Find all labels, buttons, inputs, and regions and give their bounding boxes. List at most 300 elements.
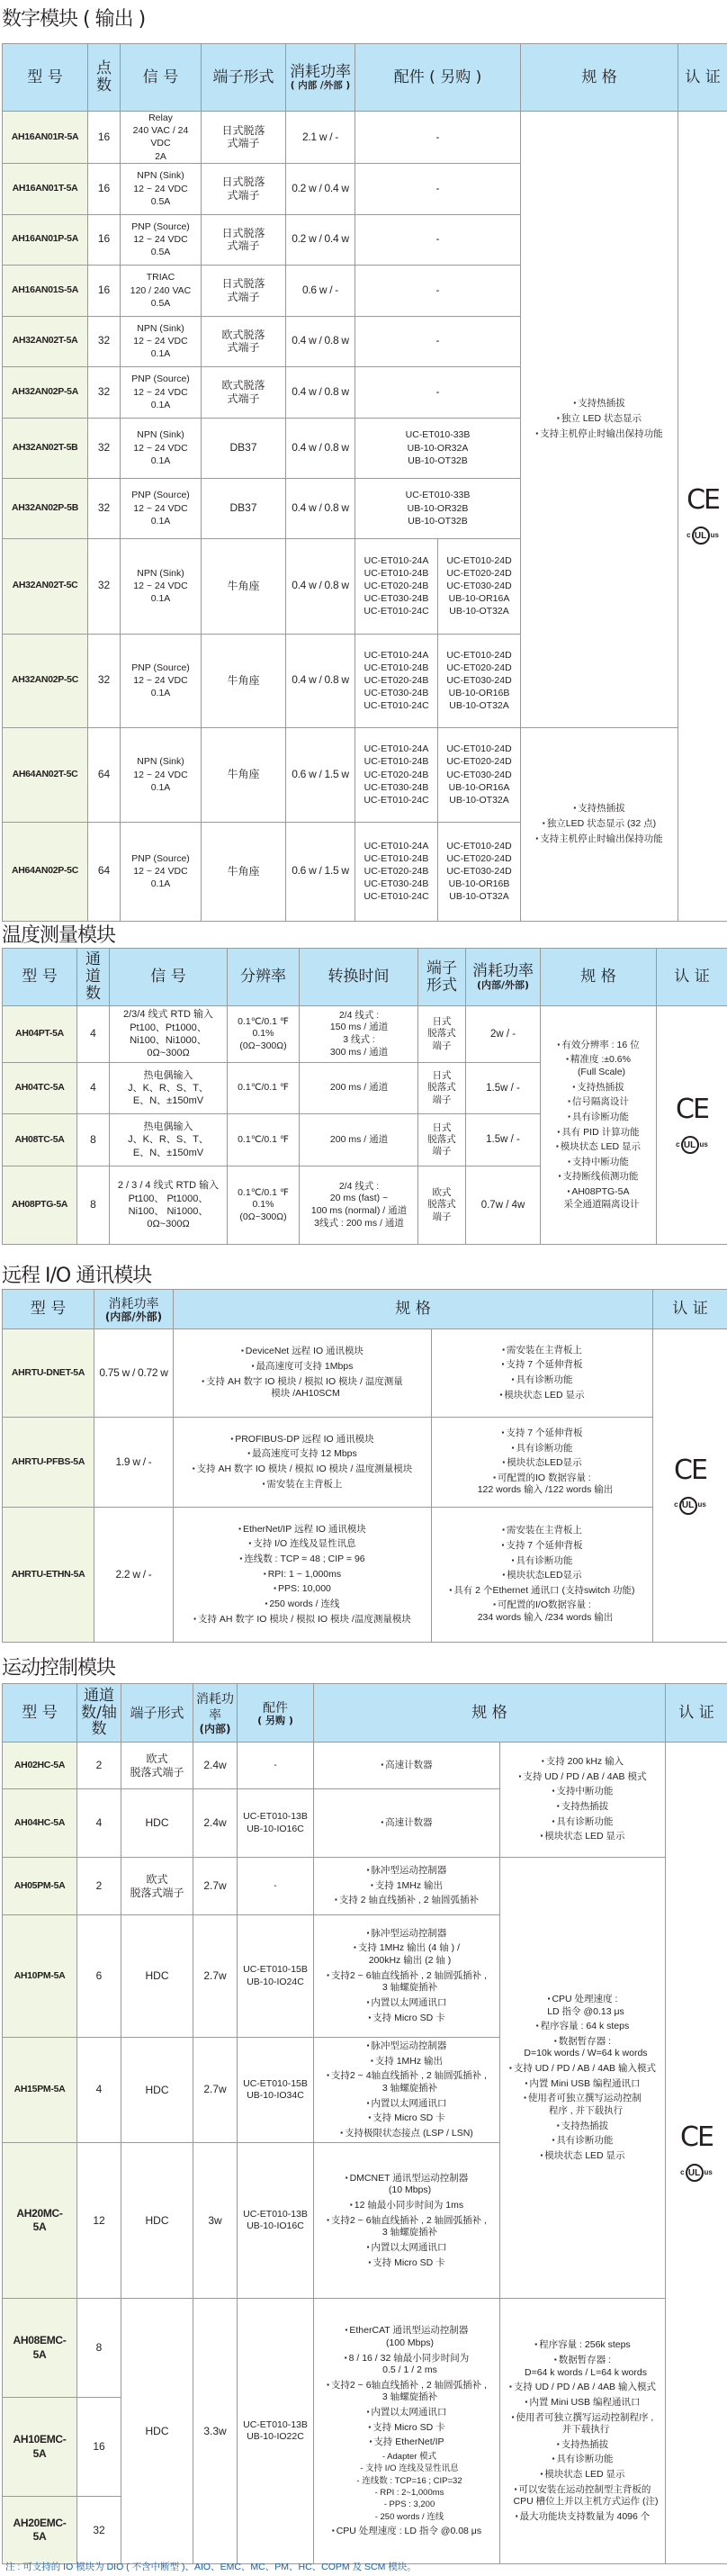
accessory-cell: UC-ET010-24A UC-ET010-24B UC-ET020-24B UC-ET030-24B UC-ET010-24C <box>355 634 438 727</box>
spec-item: ▪ CPU 处理速度 : LD 指令 @0.13 μs <box>502 1994 663 2018</box>
col-specs: 规 格 <box>174 1290 653 1329</box>
col-power: 消耗功率 (内部/外部) <box>94 1290 174 1329</box>
terminal-cell: 牛角座 <box>202 634 286 727</box>
table-row <box>3 1858 727 1915</box>
spec-item: ▪ 高速计数器 <box>316 1817 498 1830</box>
power-cell: 0.6 w / - <box>286 265 355 316</box>
spec-item: ▪ 支持主机停止时输出保持功能 <box>523 428 676 441</box>
accessory-cell: UC-ET010-33B UB-10-OR32A UB-10-OT32B <box>355 418 521 478</box>
motion-table <box>2 1683 727 2564</box>
spec-item: ▪ 支持2 ~ 4轴直线插补 , 2 轴圆弧插补 , 3 轴螺旋插补 <box>316 2070 498 2094</box>
spec-item: ▪ 支持中断功能 <box>543 1157 654 1169</box>
spec-item: ▪ 内置以太网通讯口 <box>316 2407 498 2419</box>
col-cert: 认 证 <box>666 1684 727 1743</box>
conversion-cell: 2/4 线式 : 20 ms (fast) ~ 100 ms (normal) / 通道 3线式 : 200 ms / 通道 <box>300 1166 418 1245</box>
model-cell: AH20MC-5A <box>3 2143 77 2299</box>
signal-line: 0.1A <box>150 781 171 793</box>
remote-io-table <box>2 1289 727 1643</box>
signal-line: 0.5A <box>150 195 171 207</box>
terminal-cell: HDC <box>121 2143 193 2299</box>
spec-item: ▪ 支持 AH 数字 IO 模块 / 模拟 IO 模块 / 温度测量模块 <box>175 1464 429 1476</box>
spec-item: ▪ 脉冲型运动控制器 <box>316 1928 498 1941</box>
cert-cell <box>657 1006 727 1245</box>
signal-line: PNP (Source) <box>131 662 190 673</box>
col-channels: 通道数/轴数 <box>77 1684 121 1743</box>
cul-us-mark-icon <box>674 1497 706 1515</box>
col-power: 消耗功率 ( 内部 /外部 ) <box>286 44 355 112</box>
specs-cell <box>541 1006 657 1245</box>
signal-line: 240 VAC / 24 VDC <box>132 125 189 149</box>
power-cell: 3w <box>193 2143 238 2299</box>
signal-line: NPN (Sink) <box>137 170 184 182</box>
power-cell: 0.2 w / 0.4 w <box>286 163 355 214</box>
spec-item: ▪ 程序容量 : 64 k steps <box>502 2021 663 2033</box>
table-row <box>3 1006 727 1063</box>
col-signal: 信 号 <box>110 949 228 1006</box>
power-cell: 1.5w / - <box>466 1114 541 1166</box>
spec-item: ▪ DMCNET 通讯型运动控制器 (10 Mbps) <box>316 2173 498 2197</box>
spec-item: ▪ 需安装在主背板上 <box>434 1525 651 1537</box>
specs-cell <box>314 2299 500 2564</box>
specs-cell <box>432 1508 653 1643</box>
terminal-cell: 日式 脱落式 端子 <box>418 1114 466 1166</box>
spec-item: ▪ RPI: 1 ~ 1,000ms <box>175 1569 429 1581</box>
spec-item: ▪ 支持热插拔 <box>523 398 676 410</box>
cul-us-mark-icon <box>676 1136 708 1154</box>
spec-item: ▪ PPS: 10,000 <box>175 1583 429 1596</box>
col-model: 型 号 <box>3 949 77 1006</box>
spec-item: ▪ 支持热插拔 <box>523 803 676 815</box>
temperature-table <box>2 948 727 1245</box>
col-cert: 认 证 <box>657 949 727 1006</box>
signal-cell <box>121 822 202 921</box>
spec-item: ▪ 支持 7 个延伸背板 <box>434 1428 651 1440</box>
conversion-cell: 2/4 线式 : 150 ms / 通道 3 线式 : 300 ms / 通道 <box>300 1006 418 1063</box>
digital-output-table <box>2 43 727 922</box>
spec-item: ▪ 可配置的I/O数据容量 : 234 words 输入 /234 words 输出 <box>434 1599 651 1624</box>
terminal-cell: HDC <box>121 1789 193 1858</box>
signal-line: 0.1A <box>150 878 171 890</box>
ul-c-text: c <box>680 2168 685 2177</box>
model-cell: AH32AN02T-5C <box>3 538 88 634</box>
power-cell: 2.2 w / - <box>94 1508 174 1643</box>
spec-item: ▪ 使用者可独立撰写运动控制程序 , 并下载执行 <box>502 2412 663 2436</box>
accessory-cell: - <box>238 1743 314 1789</box>
col-power: 消耗功率 (内部/外部) <box>466 949 541 1006</box>
model-cell: AH04HC-5A <box>3 1789 77 1858</box>
spec-item: ▪ 支持 AH 数字 IO 模块 / 模拟 IO 模块 /温度测量模块 <box>175 1614 429 1626</box>
col-specs: 规 格 <box>521 44 678 112</box>
spec-item: ▪ 支持2 ~ 6轴直线插补 , 2 轴圆弧插补 , 3 轴螺旋插补 <box>316 2380 498 2404</box>
col-channels: 通道数 <box>77 949 110 1006</box>
col-conversion: 转换时间 <box>300 949 418 1006</box>
power-cell: 2.4w <box>193 1789 238 1858</box>
power-cell: 0.7w / 4w <box>466 1166 541 1245</box>
spec-subitem: - 250 words / 连线 <box>374 2511 444 2522</box>
col-model: 型 号 <box>3 44 88 112</box>
ul-circle-icon: UL <box>686 2164 704 2182</box>
spec-item: ▪ 内置 Mini USB 编程通讯口 <box>502 2078 663 2091</box>
spec-item: ▪ 具有 PID 计算功能 <box>543 1127 654 1139</box>
power-cell: 2.4w <box>193 1743 238 1789</box>
power-cell: 0.75 w / 0.72 w <box>94 1329 174 1418</box>
points-cell: 64 <box>88 727 121 822</box>
spec-item: ▪ 可以安装在运动控制型主背板的 CPU 槽位上并以主机方式运作 (注) <box>502 2484 663 2508</box>
table-row <box>3 112 727 164</box>
channels-cell: 8 <box>77 2299 121 2398</box>
spec-item: ▪ 使用者可独立撰写运动控制 程序 , 并下载执行 <box>502 2093 663 2117</box>
power-cell: 3.3w <box>193 2299 238 2564</box>
accessory-cell: - <box>355 112 521 164</box>
spec-item: ▪ 支持中断功能 <box>502 1786 663 1798</box>
ul-us-text: us <box>710 531 719 540</box>
spec-item: ▪ 支持热插拔 <box>543 1082 654 1094</box>
accessory-cell: UC-ET010-24A UC-ET010-24B UC-ET020-24B UC-ET030-24B UC-ET010-24C <box>355 727 438 822</box>
cul-us-mark-icon <box>687 527 719 545</box>
accessory-cell: UC-ET010-24D UC-ET020-24D UC-ET030-24D UB-10-OR16B UB-10-OT32A <box>438 822 521 921</box>
spec-item: ▪ 连线数 : TCP = 48 ; CIP = 96 <box>175 1554 429 1566</box>
signal-line: 0.1A <box>150 455 171 466</box>
channels-cell: 4 <box>77 1006 110 1063</box>
terminal-cell: 日式脱落式端子 <box>202 112 286 164</box>
spec-item: ▪ 内置以太网通讯口 <box>316 2098 498 2111</box>
terminal-cell: 欧式脱落式端子 <box>202 316 286 366</box>
spec-item: ▪ 8 / 16 / 32 轴最小同步时间为 0.5 / 1 / 2 ms <box>316 2353 498 2377</box>
spec-item: ▪ 支持 7 个延伸背板 <box>434 1359 651 1372</box>
power-cell: 0.4 w / 0.8 w <box>286 478 355 538</box>
spec-item: ▪ 具有 2 个Ethernet 通讯口 (支持switch 功能) <box>434 1585 651 1598</box>
spec-item: ▪ 具有诊断功能 <box>502 1816 663 1829</box>
terminal-cell: HDC <box>121 2299 193 2564</box>
table-row <box>3 727 727 822</box>
terminal-cell: 日式 脱落式 端子 <box>418 1006 466 1063</box>
model-cell: AH20EMC-5A <box>3 2497 77 2564</box>
channels-cell: 2 <box>77 1743 121 1789</box>
accessory-cell: - <box>238 1858 314 1915</box>
resolution-cell: 0.1℃/0.1 ℉ 0.1% (0Ω~300Ω) <box>228 1166 300 1245</box>
signal-cell <box>121 538 202 634</box>
specs-cell <box>521 112 678 728</box>
power-cell: 2.7w <box>193 1858 238 1915</box>
table-row <box>3 1508 727 1643</box>
channels-cell: 12 <box>77 2143 121 2299</box>
signal-line: 120 / 240 VAC <box>130 284 192 296</box>
spec-item: ▪ 支持 200 kHz 输入 <box>502 1756 663 1769</box>
specs-cell <box>500 1743 666 1858</box>
cul-us-mark-icon <box>680 2164 713 2182</box>
resolution-cell: 0.1℃/0.1 ℉ <box>228 1114 300 1166</box>
accessory-cell: UC-ET010-15B UB-10-IO34C <box>238 2038 314 2143</box>
channels-cell: 4 <box>77 2038 121 2143</box>
model-cell: AHRTU-PFBS-5A <box>3 1418 94 1508</box>
points-cell: 32 <box>88 634 121 727</box>
power-cell: 2.1 w / - <box>286 112 355 164</box>
power-cell: 0.4 w / 0.8 w <box>286 316 355 366</box>
terminal-cell: 牛角座 <box>202 822 286 921</box>
spec-item: ▪ EtherNet/IP 远程 IO 通讯模块 <box>175 1524 429 1536</box>
ul-us-text: us <box>699 1139 708 1148</box>
signal-line: 0.5A <box>150 297 171 309</box>
spec-subitem: - Adapter 模式 <box>381 2452 437 2463</box>
spec-item: ▪ 模块状态 LED 显示 <box>502 2469 663 2481</box>
accessory-cell: - <box>355 366 521 418</box>
specs-cell <box>174 1418 432 1508</box>
power-cell: 2.7w <box>193 1915 238 2038</box>
spec-item: ▪ 支持 UD / PD / AB / 4AB 输入模式 <box>502 2382 663 2394</box>
col-model: 型 号 <box>3 1290 94 1329</box>
signal-line: 0.5A <box>150 247 171 258</box>
power-cell: 0.4 w / 0.8 w <box>286 418 355 478</box>
signal-cell: 2 / 3 / 4 线式 RTD 输入 Pt100、 Pt1000、 Ni100、 Ni1000、 0Ω~300Ω <box>110 1166 228 1245</box>
signal-line: 0.1A <box>150 399 171 410</box>
spec-item: ▪ 最高速度可支持 12 Mbps <box>175 1448 429 1461</box>
spec-item: ▪ 支持 1MHz 输出 <box>316 1880 498 1893</box>
channels-cell: 6 <box>77 1915 121 2038</box>
terminal-cell: HDC <box>121 1915 193 2038</box>
accessory-cell: UC-ET010-13B UB-10-IO22C <box>238 2299 314 2564</box>
specs-cell <box>174 1329 432 1418</box>
points-cell: 64 <box>88 822 121 921</box>
spec-item: ▪ 支持 1MHz 输出 <box>316 2056 498 2068</box>
table-row <box>3 1329 727 1418</box>
signal-line: 12 ~ 24 VDC <box>133 866 188 878</box>
ce-mark-icon: CE <box>687 484 719 517</box>
specs-cell <box>314 1743 500 1789</box>
specs-cell <box>314 2038 500 2143</box>
spec-item: ▪ 模块状态 LED 显示 <box>502 2150 663 2163</box>
signal-cell: 热电偶输入 J、K、R、S、T、 E、N、±150mV <box>110 1063 228 1114</box>
spec-item: ▪ 支持热插拔 <box>502 1801 663 1814</box>
model-cell: AH10EMC-5A <box>3 2398 77 2497</box>
signal-line: 12 ~ 24 VDC <box>133 675 188 687</box>
spec-item: ▪ 具有诊断功能 <box>543 1112 654 1124</box>
channels-cell: 4 <box>77 1063 110 1114</box>
channels-cell: 8 <box>77 1166 110 1245</box>
accessory-cell: UC-ET010-33B UB-10-OR32B UB-10-OT32B <box>355 478 521 538</box>
power-cell: 2w / - <box>466 1006 541 1063</box>
signal-line: Relay <box>148 113 173 123</box>
spec-item: ▪ 内置以太网通讯口 <box>316 2242 498 2255</box>
col-resolution: 分辨率 <box>228 949 300 1006</box>
ce-mark-icon: CE <box>680 2121 713 2154</box>
section-title-motion: 运动控制模块 <box>2 1657 116 1680</box>
terminal-cell: 日式脱落式端子 <box>202 163 286 214</box>
col-power: 消耗功率 (内部) <box>193 1684 238 1743</box>
spec-item: ▪ 支持 EtherNet/IP <box>316 2436 498 2449</box>
resolution-cell: 0.1℃/0.1 ℉ 0.1% (0Ω~300Ω) <box>228 1006 300 1063</box>
terminal-cell: 欧式脱落式端子 <box>202 366 286 418</box>
terminal-cell: 日式脱落式端子 <box>202 214 286 265</box>
model-cell: AH08EMC-5A <box>3 2299 77 2398</box>
signal-cell: 热电偶输入 J、K、R、S、T、 E、N、±150mV <box>110 1114 228 1166</box>
spec-item: ▪ 支持 AH 数字 IO 模块 / 模拟 IO 模块 / 温度测量 模块 /AH10SCM <box>175 1376 429 1401</box>
signal-cell <box>121 634 202 727</box>
spec-item: ▪ 模块状态LED显示 <box>434 1457 651 1470</box>
spec-item: ▪ 支持 UD / PD / AB / 4AB 模式 <box>502 1771 663 1784</box>
points-cell: 16 <box>88 214 121 265</box>
model-cell: AH64AN02T-5C <box>3 727 88 822</box>
model-cell: AH08TC-5A <box>3 1114 77 1166</box>
model-cell: AH10PM-5A <box>3 1915 77 2038</box>
table-row <box>3 2299 727 2398</box>
spec-item: ▪ 具有诊断功能 <box>434 1555 651 1568</box>
spec-item: ▪ 需安装在主背板上 <box>434 1345 651 1357</box>
ul-c-text: c <box>674 1500 678 1509</box>
accessory-cell: UC-ET010-24A UC-ET010-24B UC-ET020-24B UC-ET030-24B UC-ET010-24C <box>355 822 438 921</box>
model-cell: AH02HC-5A <box>3 1743 77 1789</box>
spec-item: ▪ CPU 处理速度 : LD 指令 @0.08 μs <box>316 2526 498 2538</box>
spec-item: ▪ 独立LED 状态显示 (32 点) <box>523 818 676 831</box>
signal-line: 12 ~ 24 VDC <box>133 769 188 780</box>
signal-line: NPN (Sink) <box>137 322 184 334</box>
table-row <box>3 1743 727 1789</box>
channels-cell: 32 <box>77 2497 121 2564</box>
specs-cell <box>314 1789 500 1858</box>
power-cell: 0.6 w / 1.5 w <box>286 822 355 921</box>
signal-line: 0.1A <box>150 348 171 360</box>
model-cell: AHRTU-ETHN-5A <box>3 1508 94 1643</box>
model-cell: AH32AN02P-5B <box>3 478 88 538</box>
model-cell: AH16AN01T-5A <box>3 163 88 214</box>
spec-subitem: - RPI : 2~1,000ms <box>374 2488 444 2499</box>
model-cell: AH16AN01S-5A <box>3 265 88 316</box>
accessory-cell: UC-ET010-15B UB-10-IO24C <box>238 1915 314 2038</box>
power-cell: 2.7w <box>193 2038 238 2143</box>
spec-subitem: - 支持 I/O 连线及显性讯息 <box>360 2463 459 2474</box>
col-cert: 认 证 <box>678 44 727 112</box>
terminal-cell: DB37 <box>202 478 286 538</box>
ul-c-text: c <box>676 1139 680 1148</box>
power-cell: 0.4 w / 0.8 w <box>286 538 355 634</box>
terminal-cell: DB37 <box>202 418 286 478</box>
col-accessories: 配件 ( 另购 ) <box>238 1684 314 1743</box>
points-cell: 32 <box>88 538 121 634</box>
resolution-cell: 0.1℃/0.1 ℉ <box>228 1063 300 1114</box>
accessory-cell: UC-ET010-13B UB-10-IO16C <box>238 2143 314 2299</box>
channels-cell: 16 <box>77 2398 121 2497</box>
spec-item: ▪ 脉冲型运动控制器 <box>316 1865 498 1878</box>
signal-line: PNP (Source) <box>131 852 190 864</box>
terminal-cell: 日式 脱落式 端子 <box>418 1063 466 1114</box>
model-cell: AH16AN01P-5A <box>3 214 88 265</box>
power-cell: 0.2 w / 0.4 w <box>286 214 355 265</box>
ce-mark-icon: CE <box>676 1094 708 1125</box>
specs-cell <box>174 1508 432 1643</box>
accessory-cell: UC-ET010-24D UC-ET020-24D UC-ET030-24D UB-10-OR16A UB-10-OT32A <box>438 538 521 634</box>
spec-subitem: - PPS : 3,200 <box>383 2499 435 2510</box>
signal-cell: 2/3/4 线式 RTD 输入 Pt100、Pt1000、 Ni100、Ni1000、 0Ω~300Ω <box>110 1006 228 1063</box>
signal-line: 12 ~ 24 VDC <box>133 183 188 194</box>
ul-circle-icon: UL <box>679 1497 697 1515</box>
section-title-temperature: 温度测量模块 <box>2 924 116 947</box>
ul-us-text: us <box>704 2168 713 2177</box>
accessory-cell: UC-ET010-24D UC-ET020-24D UC-ET030-24D UB-10-OR16A UB-10-OT32A <box>438 727 521 822</box>
specs-cell <box>500 2299 666 2564</box>
terminal-cell: 欧式 脱落式端子 <box>121 1858 193 1915</box>
model-cell: AH32AN02T-5B <box>3 418 88 478</box>
points-cell: 32 <box>88 316 121 366</box>
spec-item: ▪ 脉冲型运动控制器 <box>316 2040 498 2053</box>
conversion-cell: 200 ms / 通道 <box>300 1114 418 1166</box>
specs-cell <box>432 1329 653 1418</box>
col-terminal: 端子形式 <box>418 949 466 1006</box>
col-cert: 认 证 <box>653 1290 727 1329</box>
channels-cell: 8 <box>77 1114 110 1166</box>
spec-item: ▪ AH08PTG-5A 采全通道隔离设计 <box>543 1186 654 1211</box>
model-cell: AH64AN02P-5C <box>3 822 88 921</box>
spec-item: ▪ 数据暂存器 : D=64 k words / L=64 k words <box>502 2355 663 2379</box>
terminal-cell: 日式脱落式端子 <box>202 265 286 316</box>
model-cell: AH05PM-5A <box>3 1858 77 1915</box>
section-title-digital-output: 数字模块 ( 输出 ) <box>2 8 146 31</box>
points-cell: 16 <box>88 163 121 214</box>
spec-item: ▪ 具有诊断功能 <box>434 1374 651 1387</box>
signal-line: 12 ~ 24 VDC <box>133 336 188 347</box>
spec-item: ▪ 支持 2 轴直线插补 , 2 轴圆弧插补 <box>316 1895 498 1907</box>
signal-line: PNP (Source) <box>131 490 190 501</box>
col-terminal: 端子形式 <box>202 44 286 112</box>
col-specs: 规 格 <box>314 1684 666 1743</box>
accessory-cell: UC-ET010-13B UB-10-IO16C <box>238 1789 314 1858</box>
col-model: 型 号 <box>3 1684 77 1743</box>
model-cell: AHRTU-DNET-5A <box>3 1329 94 1418</box>
spec-item: ▪ EtherCAT 通讯型运动控制器 (100 Mbps) <box>316 2325 498 2349</box>
ul-c-text: c <box>687 531 691 540</box>
spec-item: ▪ 程序容量 : 256k steps <box>502 2339 663 2352</box>
signal-cell <box>121 112 202 164</box>
spec-item: ▪ 最大功能块支持数量为 4096 个 <box>502 2511 663 2524</box>
col-terminal: 端子形式 <box>121 1684 193 1743</box>
ce-mark-icon: CE <box>674 1454 706 1486</box>
model-cell: AH04PT-5A <box>3 1006 77 1063</box>
spec-item: ▪ 支持断线侦测功能 <box>543 1171 654 1184</box>
table-row <box>3 1418 727 1508</box>
spec-item: ▪ 模块状态 LED 显示 <box>434 1390 651 1402</box>
spec-item: ▪ 支持 Micro SD 卡 <box>316 2013 498 2025</box>
model-cell: AH04TC-5A <box>3 1063 77 1114</box>
spec-item: ▪ 内置以太网通讯口 <box>316 1997 498 2010</box>
specs-cell <box>432 1418 653 1508</box>
model-cell: AH32AN02T-5A <box>3 316 88 366</box>
spec-item: ▪ 精准度 :±0.6% (Full Scale) <box>543 1054 654 1078</box>
terminal-cell: 欧式 脱落式端子 <box>121 1743 193 1789</box>
specs-cell <box>314 1858 500 1915</box>
signal-line: 12 ~ 24 VDC <box>133 442 188 454</box>
spec-item: ▪ 支持 1MHz 输出 (4 轴 ) / 200kHz 输出 (2 轴 ) <box>316 1942 498 1967</box>
col-signal: 信 号 <box>121 44 202 112</box>
spec-item: ▪ 支持主机停止时输出保持功能 <box>523 833 676 846</box>
power-cell: 0.4 w / 0.8 w <box>286 634 355 727</box>
cert-cell <box>653 1329 727 1643</box>
points-cell: 32 <box>88 418 121 478</box>
power-cell: 1.5w / - <box>466 1063 541 1114</box>
spec-item: ▪ 支持极限状态接点 (LSP / LSN) <box>316 2128 498 2140</box>
channels-cell: 2 <box>77 1858 121 1915</box>
accessory-cell: - <box>355 316 521 366</box>
signal-line: 0.1A <box>150 593 171 605</box>
signal-line: 0.1A <box>150 515 171 527</box>
terminal-cell: 牛角座 <box>202 727 286 822</box>
accessory-cell: UC-ET010-24A UC-ET010-24B UC-ET020-24B UC-ET030-24B UC-ET010-24C <box>355 538 438 634</box>
accessory-cell: - <box>355 163 521 214</box>
spec-item: ▪ 高速计数器 <box>316 1760 498 1772</box>
spec-item: ▪ 支持2 ~ 6轴直线插补 , 2 轴圆弧插补 , 3 轴螺旋插补 <box>316 1970 498 1995</box>
accessory-cell: UC-ET010-24D UC-ET020-24D UC-ET030-24D UB-10-OR16B UB-10-OT32A <box>438 634 521 727</box>
model-cell: AH32AN02P-5C <box>3 634 88 727</box>
spec-item: ▪ 内置 Mini USB 编程通讯口 <box>502 2397 663 2409</box>
footnote: 注 : 可支持的 IO 模块为 DIO ( 不含中断型 )、AIO、EMC、MC、PM、HC、COPM 及 SCM 模块。 <box>5 2562 417 2572</box>
spec-item: ▪ 250 words / 连线 <box>175 1599 429 1611</box>
